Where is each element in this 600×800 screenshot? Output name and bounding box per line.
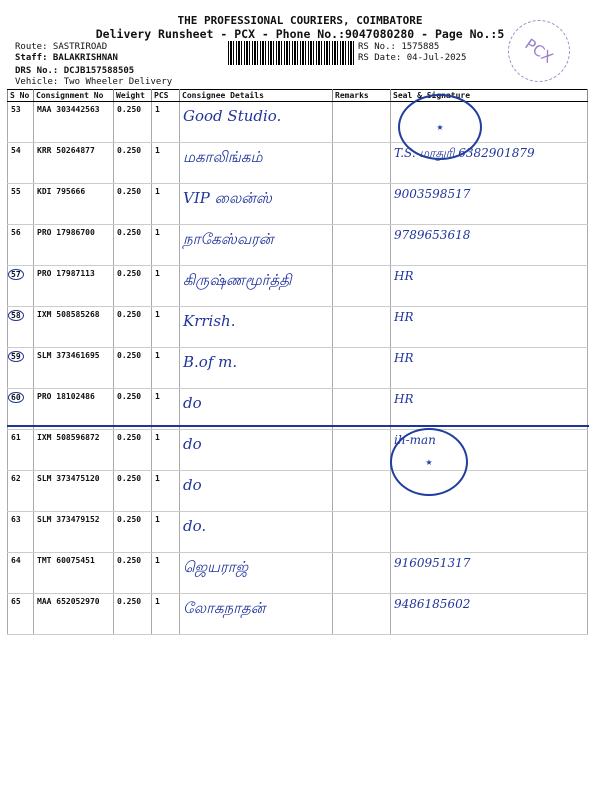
row-signature [391, 307, 588, 348]
row-weight: 0.250 [114, 430, 152, 471]
row-signature [391, 594, 588, 635]
consignee-handwriting: do [183, 435, 202, 453]
row-consignee [180, 553, 333, 594]
table-row [8, 102, 588, 143]
row-remarks [333, 430, 391, 471]
row-weight: 0.250 [114, 143, 152, 184]
serial-number: 63 [11, 515, 21, 524]
serial-number: 62 [11, 474, 21, 483]
consignee-handwriting: மகாலிங்கம் [183, 148, 263, 166]
table-row [8, 348, 588, 389]
serial-number: 65 [11, 597, 21, 606]
bank-seal: ★ [390, 428, 468, 496]
route-label: Route: SASTRIROAD [15, 42, 108, 52]
row-sno [8, 430, 34, 471]
row-weight: 0.250 [114, 102, 152, 143]
row-signature [391, 348, 588, 389]
serial-number: 61 [11, 433, 21, 442]
signature-handwriting: HR [394, 351, 414, 365]
consignee-handwriting: do [183, 394, 202, 412]
row-pcs: 1 [152, 512, 180, 553]
row-consignee [180, 102, 333, 143]
row-pcs: 1 [152, 225, 180, 266]
row-signature [391, 553, 588, 594]
row-sno [8, 594, 34, 635]
row-consignee [180, 184, 333, 225]
row-consignment-no: IXM 508596872 [34, 430, 114, 471]
consignee-handwriting: Krrish. [183, 312, 236, 330]
consignee-handwriting: do. [183, 517, 207, 535]
row-weight: 0.250 [114, 225, 152, 266]
row-sno [8, 102, 34, 143]
table-row [8, 225, 588, 266]
row-sno [8, 348, 34, 389]
row-sno [8, 512, 34, 553]
row-consignment-no: PRO 18102486 [34, 389, 114, 430]
row-sno [8, 389, 34, 430]
row-consignee [180, 307, 333, 348]
row-weight: 0.250 [114, 594, 152, 635]
drs-label: DRS No.: DCJB157588505 [15, 66, 135, 76]
row-consignment-no: SLM 373479152 [34, 512, 114, 553]
signature-handwriting: HR [394, 310, 414, 324]
row-remarks [333, 594, 391, 635]
row-remarks [333, 266, 391, 307]
staff-label: Staff: BALAKRISHNAN [15, 53, 118, 63]
row-pcs: 1 [152, 102, 180, 143]
table-row [8, 307, 588, 348]
table-row [8, 389, 588, 430]
row-pcs: 1 [152, 266, 180, 307]
row-remarks [333, 389, 391, 430]
row-signature [391, 512, 588, 553]
row-weight: 0.250 [114, 184, 152, 225]
table-row [8, 266, 588, 307]
signature-handwriting: 9003598517 [394, 187, 471, 201]
row-pcs: 1 [152, 184, 180, 225]
rs-date: RS Date: 04-Jul-2025 [358, 53, 467, 63]
row-consignee [180, 430, 333, 471]
row-consignment-no: KRR 50264877 [34, 143, 114, 184]
signature-handwriting: HR [394, 392, 414, 406]
row-weight: 0.250 [114, 389, 152, 430]
studio-seal: ★ [398, 94, 482, 160]
serial-number: 54 [11, 146, 21, 155]
row-sno [8, 143, 34, 184]
consignee-handwriting: ஜெயராஜ் [183, 558, 249, 576]
consignee-handwriting: லோகநாதன் [183, 599, 266, 617]
row-signature [391, 225, 588, 266]
row-pcs: 1 [152, 389, 180, 430]
company-name: THE PROFESSIONAL COURIERS, COIMBATORE [177, 14, 423, 27]
row-consignment-no: TMT 60075451 [34, 553, 114, 594]
row-pcs: 1 [152, 553, 180, 594]
row-pcs: 1 [152, 594, 180, 635]
table-row [8, 430, 588, 471]
serial-number: 58 [8, 310, 24, 321]
row-remarks [333, 225, 391, 266]
signature-handwriting: HR [394, 269, 414, 283]
serial-number: 60 [8, 392, 24, 403]
row-consignee [180, 594, 333, 635]
rs-number: RS No.: 1575885 [358, 42, 440, 52]
row-consignment-no: IXM 508585268 [34, 307, 114, 348]
row-signature [391, 184, 588, 225]
signature-handwriting: 9160951317 [394, 556, 471, 570]
serial-number: 56 [11, 228, 21, 237]
row-weight: 0.250 [114, 266, 152, 307]
ink-divider [7, 425, 589, 427]
signature-handwriting: ih-man [394, 433, 436, 447]
row-pcs: 1 [152, 430, 180, 471]
serial-number: 53 [11, 105, 21, 114]
consignee-handwriting: VIP லைன்ஸ் [183, 189, 272, 207]
table-row [8, 512, 588, 553]
signature-handwriting: 9486185602 [394, 597, 471, 611]
row-pcs: 1 [152, 348, 180, 389]
row-sno [8, 553, 34, 594]
consignee-handwriting: B.of m. [183, 353, 238, 371]
row-consignment-no: SLM 373461695 [34, 348, 114, 389]
row-consignment-no: MAA 652052970 [34, 594, 114, 635]
row-sno [8, 225, 34, 266]
row-sno [8, 184, 34, 225]
row-remarks [333, 471, 391, 512]
serial-number: 59 [8, 351, 24, 362]
table-header-row [8, 90, 588, 102]
signature-handwriting: T.S. மாதுரி 6382901879 [394, 146, 535, 160]
col-weight: Weight [114, 90, 152, 102]
serial-number: 57 [8, 269, 24, 280]
row-consignment-no: MAA 303442563 [34, 102, 114, 143]
col-consignee: Consignee Details [180, 90, 333, 102]
row-weight: 0.250 [114, 553, 152, 594]
row-consignment-no: KDI 795666 [34, 184, 114, 225]
table-row [8, 553, 588, 594]
table-row [8, 184, 588, 225]
pcx-stamp: PCX [496, 8, 582, 94]
row-remarks [333, 348, 391, 389]
row-weight: 0.250 [114, 348, 152, 389]
consignee-handwriting: Good Studio. [183, 107, 282, 125]
row-weight: 0.250 [114, 307, 152, 348]
row-consignee [180, 471, 333, 512]
runsheet-table [7, 89, 588, 635]
row-pcs: 1 [152, 307, 180, 348]
consignee-handwriting: நாகேஸ்வரன் [183, 230, 274, 248]
col-pcs: PCS [152, 90, 180, 102]
row-remarks [333, 553, 391, 594]
row-weight: 0.250 [114, 512, 152, 553]
row-remarks [333, 143, 391, 184]
row-pcs: 1 [152, 471, 180, 512]
signature-handwriting: 9789653618 [394, 228, 471, 242]
row-signature [391, 266, 588, 307]
row-sno [8, 307, 34, 348]
serial-number: 55 [11, 187, 21, 196]
row-remarks [333, 307, 391, 348]
runsheet-title: Delivery Runsheet - PCX - Phone No.:9047080280 - Page No.:5 [95, 27, 505, 41]
col-sno: S No [8, 90, 34, 102]
row-remarks [333, 512, 391, 553]
row-consignee [180, 348, 333, 389]
serial-number: 64 [11, 556, 21, 565]
row-consignee [180, 512, 333, 553]
barcode-image [228, 41, 354, 65]
row-consignee [180, 266, 333, 307]
row-consignment-no: SLM 373475120 [34, 471, 114, 512]
row-consignee [180, 143, 333, 184]
row-signature [391, 389, 588, 430]
row-consignee [180, 389, 333, 430]
row-sno [8, 471, 34, 512]
consignee-handwriting: do [183, 476, 202, 494]
row-consignee [180, 225, 333, 266]
vehicle-label: Vehicle: Two Wheeler Delivery [15, 77, 173, 87]
row-sno [8, 266, 34, 307]
row-remarks [333, 102, 391, 143]
table-row [8, 143, 588, 184]
row-remarks [333, 184, 391, 225]
row-pcs: 1 [152, 143, 180, 184]
table-row [8, 594, 588, 635]
consignee-handwriting: கிருஷ்ணமூர்த்தி [183, 271, 292, 289]
table-row [8, 471, 588, 512]
row-weight: 0.250 [114, 471, 152, 512]
col-signature: Seal & Signature [391, 90, 588, 102]
row-consignment-no: PRO 17987113 [34, 266, 114, 307]
row-consignment-no: PRO 17986700 [34, 225, 114, 266]
col-consignment: Consignment No [34, 90, 114, 102]
col-remarks: Remarks [333, 90, 391, 102]
